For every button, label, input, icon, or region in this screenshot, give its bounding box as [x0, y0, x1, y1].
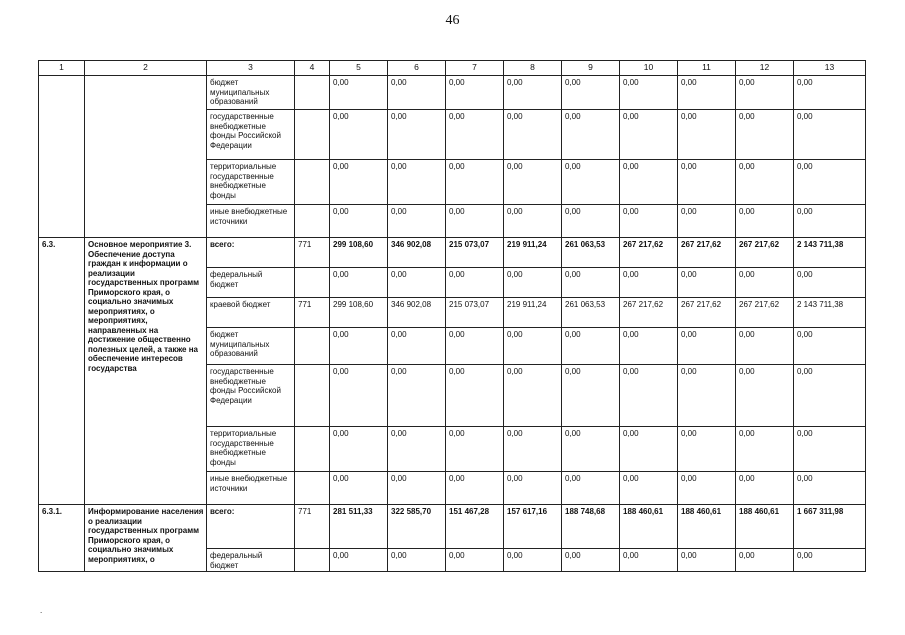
amount-cell: 188 460,61	[620, 505, 678, 549]
row-number: 6.3.1.	[39, 505, 85, 572]
amount-cell: 0,00	[388, 76, 446, 110]
budget-code	[295, 328, 330, 365]
funding-source: иные внебюджетные источники	[207, 472, 295, 505]
amount-cell: 0,00	[562, 472, 620, 505]
amount-cell: 261 063,53	[562, 238, 620, 268]
amount-cell: 267 217,62	[678, 298, 736, 328]
table-body	[39, 61, 866, 572]
amount-cell: 0,00	[794, 268, 866, 298]
amount-cell: 0,00	[446, 365, 504, 427]
amount-cell: 0,00	[330, 549, 388, 572]
column-header: 8	[504, 61, 562, 76]
amount-cell: 0,00	[446, 268, 504, 298]
amount-cell: 0,00	[504, 549, 562, 572]
page-number: 46	[445, 13, 460, 28]
amount-cell: 0,00	[504, 365, 562, 427]
amount-cell: 0,00	[562, 268, 620, 298]
amount-cell: 0,00	[794, 472, 866, 505]
budget-code	[295, 205, 330, 238]
amount-cell: 0,00	[388, 472, 446, 505]
column-header: 6	[388, 61, 446, 76]
amount-cell: 0,00	[446, 427, 504, 472]
budget-table	[38, 60, 866, 572]
amount-cell: 267 217,62	[736, 298, 794, 328]
amount-cell: 0,00	[330, 427, 388, 472]
budget-code	[295, 549, 330, 572]
funding-source: территориальные государственные внебюджетные фонды	[207, 160, 295, 205]
amount-cell: 346 902,08	[388, 238, 446, 268]
amount-cell: 219 911,24	[504, 298, 562, 328]
funding-source: всего:	[207, 238, 295, 268]
amount-cell: 188 460,61	[678, 505, 736, 549]
amount-cell: 0,00	[504, 328, 562, 365]
header-row	[39, 61, 866, 76]
budget-code	[295, 268, 330, 298]
amount-cell: 0,00	[620, 472, 678, 505]
amount-cell: 0,00	[620, 268, 678, 298]
amount-cell: 0,00	[794, 160, 866, 205]
row-title: Информирование населения о реализации государственных программ Приморского края, о социально значимых мероприятиях, о	[85, 505, 207, 572]
amount-cell: 0,00	[562, 549, 620, 572]
budget-code	[295, 160, 330, 205]
funding-source: федеральный бюджет	[207, 268, 295, 298]
column-header: 13	[794, 61, 866, 76]
amount-cell: 0,00	[736, 268, 794, 298]
amount-cell: 0,00	[620, 160, 678, 205]
budget-code: 771	[295, 238, 330, 268]
amount-cell: 0,00	[736, 110, 794, 160]
row-title	[85, 76, 207, 238]
amount-cell: 299 108,60	[330, 238, 388, 268]
amount-cell: 267 217,62	[620, 238, 678, 268]
amount-cell: 0,00	[446, 76, 504, 110]
amount-cell: 0,00	[504, 472, 562, 505]
amount-cell: 0,00	[736, 427, 794, 472]
amount-cell: 157 617,16	[504, 505, 562, 549]
amount-cell: 0,00	[330, 328, 388, 365]
amount-cell: 0,00	[330, 110, 388, 160]
amount-cell: 0,00	[736, 160, 794, 205]
amount-cell: 0,00	[620, 549, 678, 572]
amount-cell: 0,00	[678, 549, 736, 572]
amount-cell: 0,00	[678, 76, 736, 110]
amount-cell: 322 585,70	[388, 505, 446, 549]
amount-cell: 0,00	[794, 110, 866, 160]
table-row	[39, 505, 866, 549]
amount-cell: 0,00	[736, 365, 794, 427]
amount-cell: 1 667 311,98	[794, 505, 866, 549]
amount-cell: 0,00	[330, 160, 388, 205]
amount-cell: 267 217,62	[678, 238, 736, 268]
amount-cell: 0,00	[562, 328, 620, 365]
amount-cell: 0,00	[620, 110, 678, 160]
column-header: 11	[678, 61, 736, 76]
budget-code: 771	[295, 505, 330, 549]
amount-cell: 188 460,61	[736, 505, 794, 549]
amount-cell: 188 748,68	[562, 505, 620, 549]
amount-cell: 0,00	[678, 328, 736, 365]
amount-cell: 0,00	[620, 328, 678, 365]
amount-cell: 0,00	[562, 160, 620, 205]
amount-cell: 215 073,07	[446, 298, 504, 328]
amount-cell: 0,00	[678, 205, 736, 238]
amount-cell: 0,00	[678, 427, 736, 472]
budget-code	[295, 427, 330, 472]
amount-cell: 0,00	[562, 110, 620, 160]
amount-cell: 0,00	[736, 328, 794, 365]
amount-cell: 0,00	[388, 205, 446, 238]
amount-cell: 0,00	[736, 76, 794, 110]
funding-source: иные внебюджетные источники	[207, 205, 295, 238]
amount-cell: 0,00	[794, 427, 866, 472]
column-header: 12	[736, 61, 794, 76]
amount-cell: 0,00	[388, 427, 446, 472]
amount-cell: 0,00	[736, 205, 794, 238]
column-header: 2	[85, 61, 207, 76]
amount-cell: 0,00	[620, 365, 678, 427]
amount-cell: 299 108,60	[330, 298, 388, 328]
amount-cell: 151 467,28	[446, 505, 504, 549]
amount-cell: 0,00	[562, 427, 620, 472]
amount-cell: 0,00	[330, 76, 388, 110]
funding-source: федеральный бюджет	[207, 549, 295, 572]
funding-source: государственные внебюджетные фонды Российской Федерации	[207, 110, 295, 160]
row-title: Основное мероприятие 3. Обеспечение доступа граждан к информации о реализации государственных программ Приморского края, о социально значимых мероприятиях, о мероприятиях, направленных на достижение общественно полезных целей, а также на обеспечение интересов государства	[85, 238, 207, 505]
amount-cell: 0,00	[504, 76, 562, 110]
budget-code	[295, 110, 330, 160]
amount-cell: 0,00	[678, 110, 736, 160]
funding-source: бюджет муниципальных образований	[207, 328, 295, 365]
amount-cell: 215 073,07	[446, 238, 504, 268]
amount-cell: 0,00	[620, 205, 678, 238]
amount-cell: 0,00	[388, 328, 446, 365]
row-number: 6.3.	[39, 238, 85, 505]
amount-cell: 0,00	[794, 205, 866, 238]
amount-cell: 0,00	[794, 549, 866, 572]
amount-cell: 2 143 711,38	[794, 298, 866, 328]
column-header: 4	[295, 61, 330, 76]
amount-cell: 219 911,24	[504, 238, 562, 268]
amount-cell: 0,00	[388, 110, 446, 160]
amount-cell: 0,00	[330, 205, 388, 238]
amount-cell: 0,00	[330, 472, 388, 505]
amount-cell: 0,00	[504, 268, 562, 298]
amount-cell: 281 511,33	[330, 505, 388, 549]
column-header: 9	[562, 61, 620, 76]
amount-cell: 0,00	[330, 365, 388, 427]
row-number	[39, 76, 85, 238]
amount-cell: 0,00	[620, 76, 678, 110]
amount-cell: 0,00	[504, 205, 562, 238]
amount-cell: 346 902,08	[388, 298, 446, 328]
amount-cell: 0,00	[388, 549, 446, 572]
amount-cell: 0,00	[562, 76, 620, 110]
table-row	[39, 238, 866, 268]
amount-cell: 0,00	[794, 76, 866, 110]
amount-cell: 0,00	[330, 268, 388, 298]
amount-cell: 0,00	[446, 205, 504, 238]
amount-cell: 0,00	[562, 205, 620, 238]
amount-cell: 0,00	[678, 472, 736, 505]
amount-cell: 2 143 711,38	[794, 238, 866, 268]
table-row	[39, 76, 866, 110]
funding-source: краевой бюджет	[207, 298, 295, 328]
amount-cell: 267 217,62	[736, 238, 794, 268]
amount-cell: 0,00	[620, 427, 678, 472]
amount-cell: 0,00	[504, 160, 562, 205]
amount-cell: 0,00	[794, 365, 866, 427]
amount-cell: 0,00	[736, 472, 794, 505]
budget-code	[295, 472, 330, 505]
amount-cell: 0,00	[504, 110, 562, 160]
footer-mark: .	[40, 606, 43, 615]
funding-source: государственные внебюджетные фонды Российской Федерации	[207, 365, 295, 427]
amount-cell: 0,00	[388, 268, 446, 298]
budget-code	[295, 76, 330, 110]
column-header: 3	[207, 61, 295, 76]
funding-source: бюджет муниципальных образований	[207, 76, 295, 110]
amount-cell: 0,00	[562, 365, 620, 427]
amount-cell: 0,00	[446, 328, 504, 365]
amount-cell: 0,00	[446, 472, 504, 505]
amount-cell: 261 063,53	[562, 298, 620, 328]
budget-code	[295, 365, 330, 427]
amount-cell: 0,00	[388, 365, 446, 427]
column-header: 1	[39, 61, 85, 76]
column-header: 5	[330, 61, 388, 76]
funding-source: территориальные государственные внебюджетные фонды	[207, 427, 295, 472]
budget-code: 771	[295, 298, 330, 328]
amount-cell: 0,00	[504, 427, 562, 472]
amount-cell: 0,00	[446, 160, 504, 205]
column-header: 7	[446, 61, 504, 76]
funding-source: всего:	[207, 505, 295, 549]
amount-cell: 0,00	[678, 268, 736, 298]
amount-cell: 0,00	[794, 328, 866, 365]
amount-cell: 0,00	[678, 160, 736, 205]
amount-cell: 0,00	[446, 549, 504, 572]
column-header: 10	[620, 61, 678, 76]
amount-cell: 0,00	[446, 110, 504, 160]
amount-cell: 0,00	[736, 549, 794, 572]
amount-cell: 267 217,62	[620, 298, 678, 328]
amount-cell: 0,00	[388, 160, 446, 205]
amount-cell: 0,00	[678, 365, 736, 427]
